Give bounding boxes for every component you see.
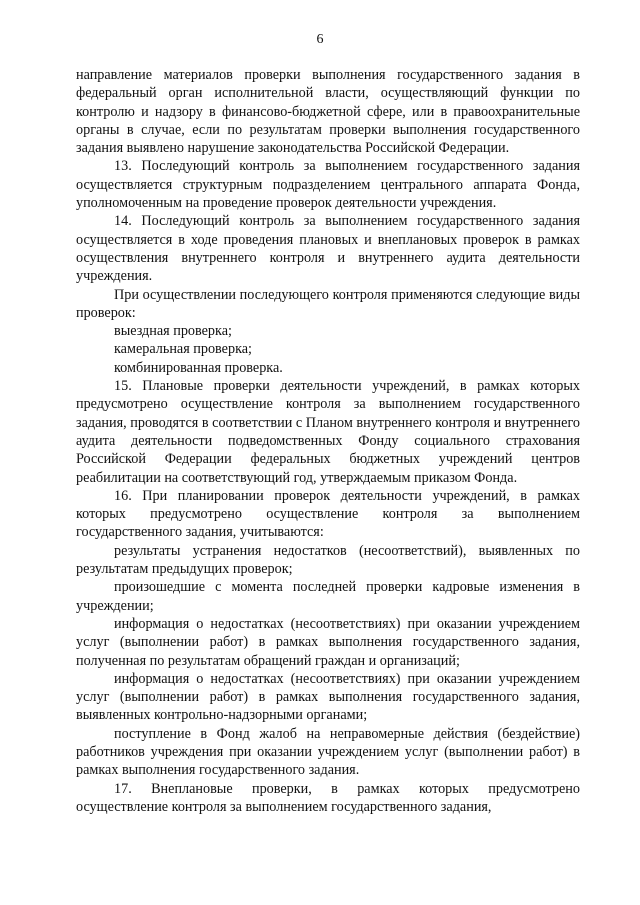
paragraph-16-item-5: поступление в Фонд жалоб на неправомерные действия (бездействие) работников учреждения при оказании учреждением услуг (выполнении работ) в рамках выполнения государственного задания. xyxy=(76,725,580,779)
paragraph-13: 13. Последующий контроль за выполнением государственного задания осуществляется структурным подразделением центрального аппарата Фонда, уполномоченным на проведение проверок деятельности учреждения. xyxy=(76,158,580,212)
list-item-combined-check: комбинированная проверка. xyxy=(114,359,283,376)
paragraph-16-item-1: результаты устранения недостатков (несоответствий), выявленных по результатам предыдущих проверок; xyxy=(76,542,580,578)
paragraph-check-types-intro: При осуществлении последующего контроля применяются следующие виды проверок: xyxy=(76,286,580,321)
paragraph-16-item-4: информация о недостатках (несоответствиях) при оказании учреждением услуг (выполнении работ) в рамках выполнения государственного задания, выявленных контрольно-надзорными органами; xyxy=(76,670,580,724)
paragraph-15: 15. Плановые проверки деятельности учреждений, в рамках которых предусмотрено осуществление контроля за выполнением государственного задания, проводятся в соответствии с Планом внутреннего контроля и внутреннего аудита деятельности подведомственных Фонду социального страхования Российской Федерации федеральных бюджетных учреждений центров реабилитации на соответствующий год, утверждаемым приказом Фонда. xyxy=(76,378,580,486)
list-item-desk-check: камеральная проверка; xyxy=(114,341,252,358)
document-body xyxy=(76,66,580,816)
list-item-onsite-check: выездная проверка; xyxy=(114,323,232,340)
paragraph-16: 16. При планировании проверок деятельности учреждений, в рамках которых предусмотрено осуществление контроля за выполнением государственного задания, учитываются: xyxy=(76,487,580,541)
page-number: 6 xyxy=(316,32,324,47)
paragraph-14: 14. Последующий контроль за выполнением государственного задания осуществляется в ходе проведения плановых и внеплановых проверок в рамках осуществления внутреннего контроля и внутреннего аудита деятельности учреждения. xyxy=(76,213,580,285)
paragraph-17: 17. Внеплановые проверки, в рамках которых предусмотрено осуществление контроля за выполнением государственного задания, xyxy=(76,780,580,815)
paragraph-continuation: направление материалов проверки выполнения государственного задания в федеральный орган исполнительной власти, осуществляющий функции по контролю и надзору в финансово-бюджетной сфере, или в правоохранительные органы в случае, если по результатам проверки выполнения государственного задания выявлено нарушение законодательства Российской Федерации. xyxy=(76,67,580,157)
paragraph-16-item-3: информация о недостатках (несоответствиях) при оказании учреждением услуг (выполнении работ) в рамках выполнения государственного задания, полученная по результатам обращений граждан и организаций; xyxy=(76,615,580,669)
paragraph-16-item-2: произошедшие с момента последней проверки кадровые изменения в учреждении; xyxy=(76,579,580,614)
